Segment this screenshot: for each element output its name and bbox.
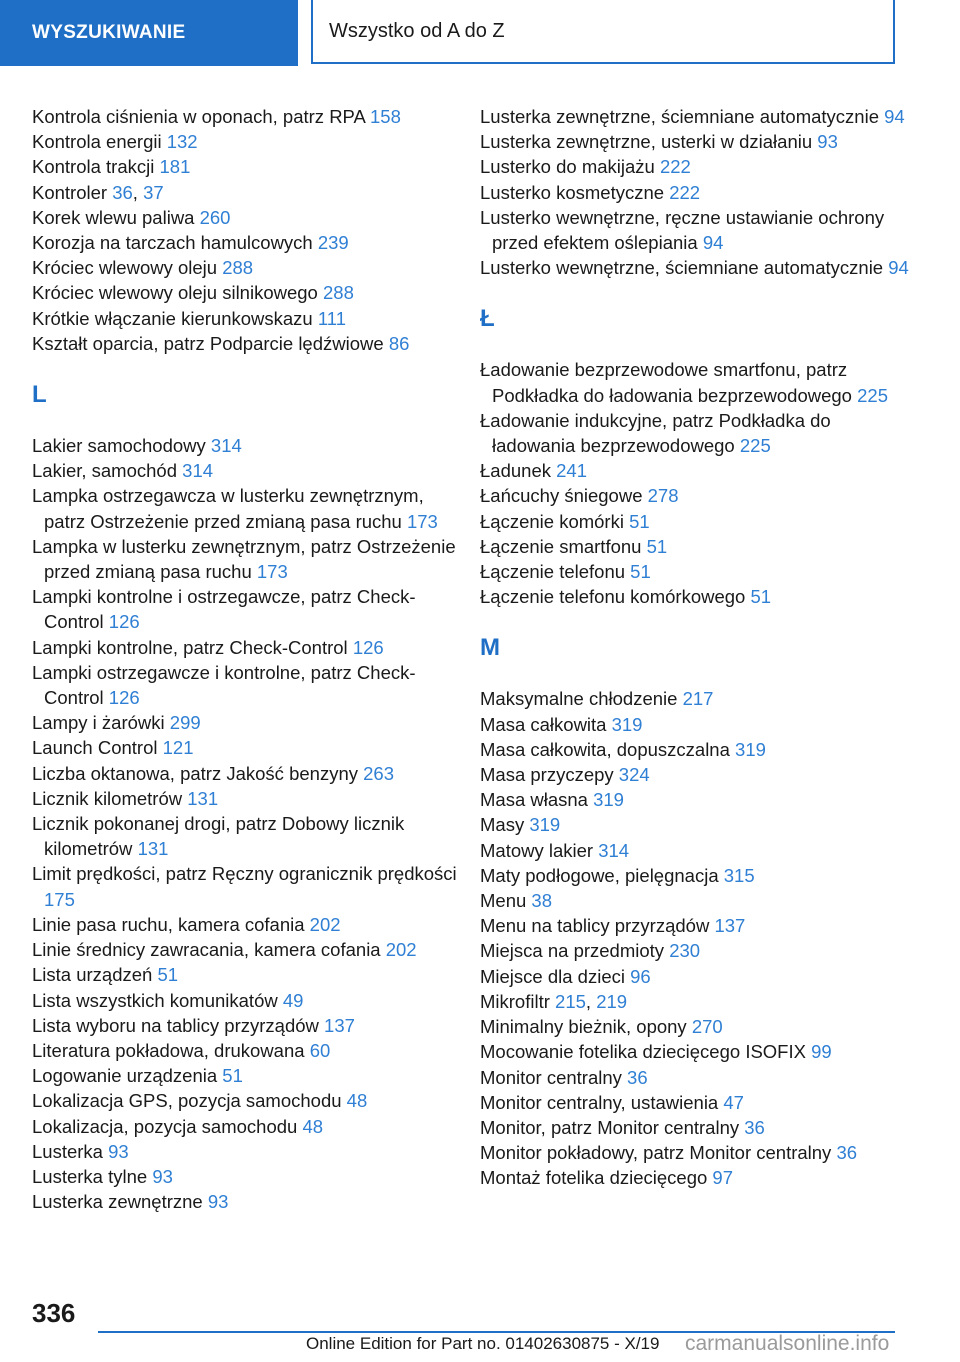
page-reference-link[interactable]: 48 <box>346 1090 368 1112</box>
page-ref-separator: , <box>585 990 597 1012</box>
page-reference-link[interactable]: 51 <box>630 561 651 583</box>
page-reference-link[interactable]: 96 <box>630 965 651 987</box>
index-entry <box>32 811 462 861</box>
page-reference-link[interactable]: 222 <box>659 156 691 178</box>
index-entry <box>32 180 462 205</box>
page-reference-link[interactable]: 181 <box>159 156 191 178</box>
page-reference-link[interactable]: 175 <box>44 888 75 910</box>
index-entry <box>32 1139 462 1164</box>
index-term: Masa własna <box>480 789 588 811</box>
index-entry <box>480 408 910 458</box>
index-entry <box>480 686 910 711</box>
index-entry <box>480 1065 910 1090</box>
index-term: Lakier samochodowy <box>32 435 206 457</box>
index-term: Lampki ostrzegawcze i kontrolne, patrz Check-Control <box>32 661 416 709</box>
index-entry <box>32 255 462 280</box>
index-entry <box>32 1114 462 1139</box>
index-entry <box>32 230 462 255</box>
index-entry <box>32 962 462 987</box>
index-term: Linie średnicy zawracania, kamera cofania <box>32 939 381 961</box>
index-entry <box>32 433 462 458</box>
index-entry <box>480 863 910 888</box>
page-number: 336 <box>32 1298 76 1328</box>
index-term: Miejsca na przedmioty <box>480 940 665 962</box>
page-reference-link[interactable]: 288 <box>222 257 254 279</box>
index-entry <box>480 913 910 938</box>
index-entry <box>32 710 462 735</box>
index-entry <box>480 584 910 609</box>
index-letter-heading: Ł <box>480 305 495 333</box>
index-entry <box>480 989 910 1014</box>
index-entry <box>480 534 910 559</box>
index-term: Liczba oktanowa, patrz Jakość benzyny <box>32 762 358 784</box>
page-header <box>0 0 960 66</box>
index-entry <box>480 205 910 255</box>
index-term: Kształt oparcia, patrz Podparcie lędźwiowe <box>32 332 384 354</box>
index-term: Lampka w lusterku zewnętrznym, patrz Ostrzeżenie przed zmianą pasa ruchu <box>32 535 456 583</box>
index-term: Korek wlewu paliwa <box>32 206 195 228</box>
index-entry <box>480 559 910 584</box>
index-term: Maksymalne chłodzenie <box>480 688 678 710</box>
index-entry <box>32 129 462 154</box>
index-entry <box>32 483 462 533</box>
page-reference-link[interactable]: 94 <box>888 257 909 279</box>
page-reference-link[interactable]: 36 <box>112 181 133 203</box>
index-term: Menu na tablicy przyrządów <box>480 915 710 937</box>
index-term: Lista wyboru na tablicy przyrządów <box>32 1014 319 1036</box>
page-reference-link[interactable]: 47 <box>723 1091 744 1113</box>
page-reference-link[interactable]: 93 <box>152 1165 173 1187</box>
watermark: carmanualsonline.info <box>685 1332 890 1355</box>
index-term: Masa całkowita <box>480 713 607 735</box>
index-entry <box>480 509 910 534</box>
page-reference-link[interactable]: 324 <box>618 764 650 786</box>
index-term: Linie pasa ruchu, kamera cofania <box>32 913 305 935</box>
page-reference-link[interactable]: 319 <box>611 713 643 735</box>
index-term: Lokalizacja, pozycja samochodu <box>32 1115 298 1137</box>
index-entry <box>32 154 462 179</box>
index-term: Lista urządzeń <box>32 964 153 986</box>
index-term: Lakier, samochód <box>32 460 178 482</box>
page-reference-link[interactable]: 225 <box>739 435 771 457</box>
index-entry <box>480 483 910 508</box>
page-reference-link[interactable]: 319 <box>529 814 561 836</box>
page-reference-link[interactable]: 93 <box>817 131 838 153</box>
index-entry <box>32 1038 462 1063</box>
page-reference-link[interactable]: 173 <box>256 561 288 583</box>
page-reference-link[interactable]: 97 <box>712 1167 733 1189</box>
page-reference-link[interactable]: 222 <box>669 181 701 203</box>
index-entry <box>32 306 462 331</box>
index-entry <box>480 357 910 407</box>
page-reference-link[interactable]: 288 <box>323 282 354 304</box>
index-term: Limit prędkości, patrz Ręczny ogranicznik prędkości <box>32 863 457 885</box>
page-reference-link[interactable]: 239 <box>317 232 349 254</box>
page-reference-link[interactable]: 49 <box>282 989 304 1011</box>
index-entry <box>32 660 462 710</box>
index-term: Minimalny bieżnik, opony <box>480 1016 687 1038</box>
page-reference-link[interactable]: 314 <box>182 460 214 482</box>
index-term: Lusterka zewnętrzne, ściemniane automatycznie <box>480 106 879 127</box>
page-reference-link[interactable]: 51 <box>222 1065 243 1087</box>
page-reference-link[interactable]: 137 <box>324 1014 355 1036</box>
page-reference-link[interactable]: 260 <box>199 206 231 228</box>
index-term: Korozja na tarczach hamulcowych <box>32 232 313 254</box>
index-term: Lusterko kosmetyczne <box>480 181 665 203</box>
index-entry <box>480 964 910 989</box>
page-reference-link[interactable]: 86 <box>388 332 410 354</box>
index-term: Ładunek <box>480 460 551 482</box>
index-term: Lampy i żarówki <box>32 712 165 734</box>
page-reference-link[interactable]: 314 <box>210 435 242 457</box>
edition-note: Online Edition for Part no. 01402630875 - X/19 <box>306 1334 660 1353</box>
index-entry <box>32 735 462 760</box>
page-reference-link[interactable]: 38 <box>531 890 552 912</box>
index-entry <box>480 888 910 913</box>
index-term: Kontrola trakcji <box>32 156 155 178</box>
index-entry <box>480 938 910 963</box>
index-entry <box>480 1090 910 1115</box>
page-reference-link[interactable]: 126 <box>108 687 140 709</box>
index-term: Ładowanie bezprzewodowe smartfonu, patrz Podkładka do ładowania bezprzewodowego <box>480 359 852 406</box>
index-entry <box>480 154 910 179</box>
index-entry <box>480 104 910 129</box>
index-term: Monitor centralny <box>480 1066 622 1088</box>
index-term: Maty podłogowe, pielęgnacja <box>480 864 719 886</box>
index-term: Ładowanie indukcyjne, patrz Podkładka do ładowania bezprzewodowego <box>480 409 831 457</box>
page-reference-link[interactable]: 99 <box>811 1041 832 1063</box>
index-entry <box>480 787 910 812</box>
index-entry <box>32 761 462 786</box>
index-term: Monitor pokładowy, patrz Monitor centralny <box>480 1142 832 1164</box>
index-entry <box>32 1189 462 1214</box>
index-term: Lampki kontrolne i ostrzegawcze, patrz Check-Control <box>32 586 416 633</box>
page-reference-link[interactable]: 315 <box>723 864 755 886</box>
index-term: Lista wszystkich komunikatów <box>32 989 278 1011</box>
page-reference-link[interactable]: 158 <box>370 106 401 127</box>
page-reference-link[interactable]: 202 <box>385 939 417 961</box>
index-term: Łączenie telefonu komórkowego <box>480 586 746 608</box>
index-term: Kontrola ciśnienia w oponach, patrz RPA <box>32 106 365 127</box>
page-reference-link[interactable]: 37 <box>143 181 164 203</box>
index-term: Lusterka <box>32 1140 103 1162</box>
index-term: Logowanie urządzenia <box>32 1065 218 1087</box>
index-term: Lusterko do makijażu <box>480 156 655 178</box>
index-term: Łączenie smartfonu <box>480 535 642 557</box>
page-reference-link[interactable]: 94 <box>702 232 724 254</box>
index-entry <box>32 534 462 584</box>
page-reference-link[interactable]: 263 <box>363 762 394 784</box>
page-reference-link[interactable]: 51 <box>750 586 772 608</box>
index-entry <box>32 331 462 356</box>
index-term: Launch Control <box>32 737 158 759</box>
index-term: Monitor, patrz Monitor centralny <box>480 1116 740 1138</box>
index-term: Lampki kontrolne, patrz Check-Control <box>32 636 348 658</box>
page-reference-link[interactable]: 319 <box>735 738 766 760</box>
index-term: Licznik kilometrów <box>32 787 183 809</box>
index-entry <box>480 812 910 837</box>
page-reference-link[interactable]: 299 <box>169 712 201 734</box>
index-entry <box>32 786 462 811</box>
index-entry <box>480 1140 910 1165</box>
page-reference-link[interactable]: 36 <box>744 1116 765 1138</box>
index-term: Kontrola energii <box>32 131 162 153</box>
page-reference-link[interactable]: 48 <box>302 1115 324 1137</box>
index-entry <box>480 180 910 205</box>
page-reference-link[interactable]: 121 <box>162 737 194 759</box>
index-entry <box>32 205 462 230</box>
index-term: Masa całkowita, dopuszczalna <box>480 738 730 760</box>
index-entry <box>480 838 910 863</box>
index-term: Literatura pokładowa, drukowana <box>32 1039 305 1061</box>
index-column-left <box>32 104 462 1214</box>
page-reference-link[interactable]: 60 <box>309 1039 331 1061</box>
index-entry <box>480 737 910 762</box>
index-entry <box>480 762 910 787</box>
index-term: Krótkie włączanie kierunkowskazu <box>32 307 313 329</box>
index-entry <box>32 584 462 634</box>
index-entry <box>32 104 462 129</box>
page-reference-link[interactable]: 126 <box>108 611 140 633</box>
index-term: Menu <box>480 890 527 912</box>
index-term: Masy <box>480 814 525 836</box>
index-term: Miejsce dla dzieci <box>480 965 625 987</box>
section-tab: WYSZUKIWANIE <box>0 0 298 66</box>
index-term: Lampka ostrzegawcza w lusterku zewnętrznym, patrz Ostrzeżenie przed zmianą pasa ruchu <box>32 485 424 532</box>
page-reference-link[interactable]: 230 <box>669 940 701 962</box>
index-term: Lusterko wewnętrzne, ręczne ustawianie ochrony przed efektem oślepiania <box>480 206 885 254</box>
index-entry <box>32 1063 462 1088</box>
index-entry <box>32 912 462 937</box>
index-entry <box>32 458 462 483</box>
index-term: Mikrofiltr <box>480 990 550 1012</box>
index-entry <box>32 861 462 911</box>
page-reference-link[interactable]: 94 <box>884 106 905 127</box>
page-reference-link[interactable]: 36 <box>836 1142 858 1164</box>
page-reference-link[interactable]: 202 <box>309 913 341 935</box>
index-entry <box>32 280 462 305</box>
page-reference-link[interactable]: 131 <box>137 838 169 860</box>
page-reference-link[interactable]: 51 <box>646 535 668 557</box>
page-reference-link[interactable]: 219 <box>596 990 628 1012</box>
page-reference-link[interactable]: 93 <box>207 1191 229 1213</box>
page-reference-link[interactable]: 93 <box>108 1140 129 1162</box>
page-reference-link[interactable]: 131 <box>187 787 219 809</box>
index-entry <box>32 988 462 1013</box>
index-term: Łączenie telefonu <box>480 561 626 583</box>
page-reference-link[interactable]: 51 <box>629 510 650 532</box>
index-entry <box>480 1014 910 1039</box>
page-reference-link[interactable]: 111 <box>317 307 346 329</box>
page-reference-link[interactable]: 314 <box>598 839 630 861</box>
index-term: Masa przyczepy <box>480 764 614 786</box>
index-column-right <box>480 104 910 1191</box>
page-reference-link[interactable]: 270 <box>691 1016 723 1038</box>
page-reference-link[interactable]: 36 <box>627 1066 648 1088</box>
index-entry <box>480 255 910 280</box>
index-letter-heading: L <box>32 381 47 409</box>
index-term: Matowy lakier <box>480 839 594 861</box>
index-entry <box>480 1165 910 1190</box>
index-term: Łańcuchy śniegowe <box>480 485 643 507</box>
index-letter-heading: M <box>480 634 500 662</box>
index-entry <box>32 1164 462 1189</box>
index-entry <box>32 1088 462 1113</box>
index-term: Monitor centralny, ustawienia <box>480 1091 719 1113</box>
index-term: Króciec wlewowy oleju <box>32 257 218 279</box>
page-reference-link[interactable]: 319 <box>593 789 624 811</box>
index-term: Lusterko wewnętrzne, ściemniane automatycznie <box>480 257 884 279</box>
index-term: Lusterka zewnętrzne, usterki w działaniu <box>480 131 813 153</box>
index-term: Łączenie komórki <box>480 510 624 532</box>
page-reference-link[interactable]: 278 <box>647 485 679 507</box>
page-reference-link[interactable]: 217 <box>682 688 714 710</box>
index-term: Montaż fotelika dziecięcego <box>480 1167 708 1189</box>
index-entry <box>480 1039 910 1064</box>
index-entry <box>480 1115 910 1140</box>
index-term: Lusterka tylne <box>32 1165 148 1187</box>
page-reference-link[interactable]: 241 <box>556 460 587 482</box>
index-entry <box>480 129 910 154</box>
index-entry <box>32 1013 462 1038</box>
chapter-title: Wszystko od A do Z <box>311 0 895 64</box>
page-reference-link[interactable]: 173 <box>406 510 438 532</box>
index-term: Lokalizacja GPS, pozycja samochodu <box>32 1090 342 1112</box>
page-reference-link[interactable]: 126 <box>352 636 384 658</box>
index-entry <box>32 937 462 962</box>
index-entry <box>480 458 910 483</box>
index-term: Licznik pokonanej drogi, patrz Dobowy licznik kilometrów <box>32 813 405 860</box>
page-reference-link[interactable]: 225 <box>857 384 888 406</box>
page-reference-link[interactable]: 137 <box>714 915 746 937</box>
index-entry <box>32 635 462 660</box>
index-term: Króciec wlewowy oleju silnikowego <box>32 282 318 304</box>
page-reference-link[interactable]: 132 <box>166 131 198 153</box>
index-term: Lusterka zewnętrzne <box>32 1191 203 1213</box>
index-term: Mocowanie fotelika dziecięcego ISOFIX <box>480 1041 806 1063</box>
page-reference-link[interactable]: 51 <box>157 964 179 986</box>
index-entry <box>480 712 910 737</box>
index-term: Kontroler <box>32 181 108 203</box>
page-ref-separator: , <box>132 181 144 203</box>
page-reference-link[interactable]: 215 <box>555 990 586 1012</box>
